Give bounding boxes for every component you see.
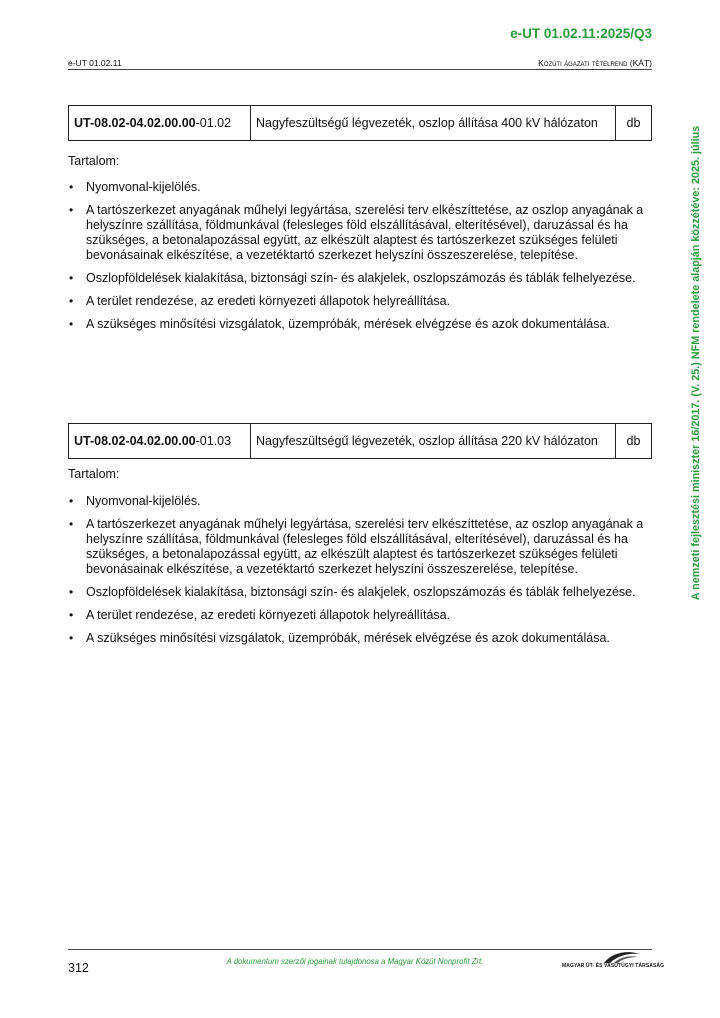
- table-row: [69, 106, 652, 141]
- item-description: Nagyfeszültségű légvezeték, oszlop állítása 400 kV hálózaton: [251, 106, 616, 141]
- item-unit: db: [616, 106, 652, 141]
- running-header: [68, 56, 652, 70]
- item-table-1: [68, 105, 652, 141]
- item-code-suffix: -01.02: [195, 116, 232, 130]
- content-list-2: [68, 494, 658, 654]
- bullet-icon: •: [69, 180, 74, 194]
- bullet-icon: •: [69, 271, 74, 285]
- list-item: [68, 180, 658, 195]
- bullet-icon: •: [69, 517, 74, 531]
- item-code-bold: UT-08.02-04.02.00.00: [74, 434, 196, 448]
- logo-text: MAGYAR ÚT- ÉS VASÚTÜGYI TÁRSASÁG: [562, 963, 665, 969]
- list-item-text: Oszlopföldelések kialakítása, biztonsági szín- és alakjelek, oszlopszámozás és táblák felhelyezése.: [86, 585, 636, 599]
- item-table-2: [68, 423, 652, 459]
- list-item-text: A tartószerkezet anyagának műhelyi legyártása, szerelési terv elkészíttetése, az oszlop anyagának a helyszínre szállítása, földmunkával (felesleges föld elszállításával, elterítésével), daruzással és ha szükséges, a betonalapozással együtt, az elkészült alaptest és tartószerkezet szükséges felületi bevonásainak elkészítése, a vezetéktartó szerkezet helyszíni összeszerelése, telepítése.: [86, 517, 644, 576]
- bullet-icon: •: [69, 294, 74, 308]
- list-item-text: A szükséges minősítési vizsgálatok, üzempróbák, mérések elvégzése és azok dokumentálása.: [86, 317, 610, 331]
- list-item: [68, 203, 658, 263]
- list-item-text: A terület rendezése, az eredeti környezeti állapotok helyreállítása.: [86, 294, 451, 308]
- bullet-icon: •: [69, 585, 74, 599]
- publication-side-note: A nemzeti fejlesztési miniszter 16/2017. (V. 25.) NFM rendelete alapján közzétéve: 2025. július: [690, 125, 702, 601]
- list-item: [68, 294, 658, 309]
- list-item-text: Nyomvonal-kijelölés.: [86, 494, 201, 508]
- list-item-text: Nyomvonal-kijelölés.: [86, 180, 201, 194]
- running-header-left: e-UT 01.02.11: [68, 58, 122, 68]
- content-label: Tartalom:: [68, 467, 120, 481]
- content-label: Tartalom:: [68, 154, 120, 168]
- list-item: [68, 608, 658, 623]
- road-swoosh-icon: [602, 950, 642, 964]
- item-description: Nagyfeszültségű légvezeték, oszlop állítása 220 kV hálózaton: [251, 424, 616, 459]
- list-item: [68, 494, 658, 509]
- bullet-icon: •: [69, 494, 74, 508]
- item-code-suffix: -01.03: [195, 434, 232, 448]
- bullet-icon: •: [69, 608, 74, 622]
- item-code-bold: UT-08.02-04.02.00.00: [74, 116, 196, 130]
- item-unit: db: [616, 424, 652, 459]
- running-header-title: Közúti ágazati tételrend (KÁT): [538, 58, 652, 68]
- running-header-right: [538, 58, 652, 68]
- list-item-text: A terület rendezése, az eredeti környezeti állapotok helyreállítása.: [86, 608, 451, 622]
- list-item: [68, 517, 658, 577]
- list-item: [68, 271, 658, 286]
- item-code: [69, 106, 251, 141]
- item-code: [69, 424, 251, 459]
- copyright-notice: A dokumentum szerzői jogainak tulajdonosa a Magyar Közút Nonprofit Zrt.: [226, 957, 484, 966]
- table-row: [69, 424, 652, 459]
- bullet-icon: •: [69, 317, 74, 331]
- document-code: e-UT 01.02.11:2025/Q3: [510, 26, 652, 41]
- bullet-icon: •: [69, 631, 74, 645]
- page-number: 312: [68, 961, 89, 975]
- publisher-logo: [562, 950, 665, 972]
- bullet-icon: •: [69, 203, 74, 217]
- list-item-text: Oszlopföldelések kialakítása, biztonsági szín- és alakjelek, oszlopszámozás és táblák felhelyezése.: [86, 271, 636, 285]
- list-item: [68, 631, 658, 646]
- list-item-text: A tartószerkezet anyagának műhelyi legyártása, szerelési terv elkészíttetése, az oszlop anyagának a helyszínre szállítása, földmunkával (felesleges föld elszállításával, elterítésével), daruzással és ha szükséges, a betonalapozással együtt, az elkészült alaptest és tartószerkezet szükséges felületi bevonásainak elkészítése, a vezetéktartó szerkezet helyszíni összeszerelése, telepítése.: [86, 203, 644, 262]
- list-item: [68, 317, 658, 332]
- list-item-text: A szükséges minősítési vizsgálatok, üzempróbák, mérések elvégzése és azok dokumentálása.: [86, 631, 610, 645]
- list-item: [68, 585, 658, 600]
- content-list-1: [68, 180, 658, 340]
